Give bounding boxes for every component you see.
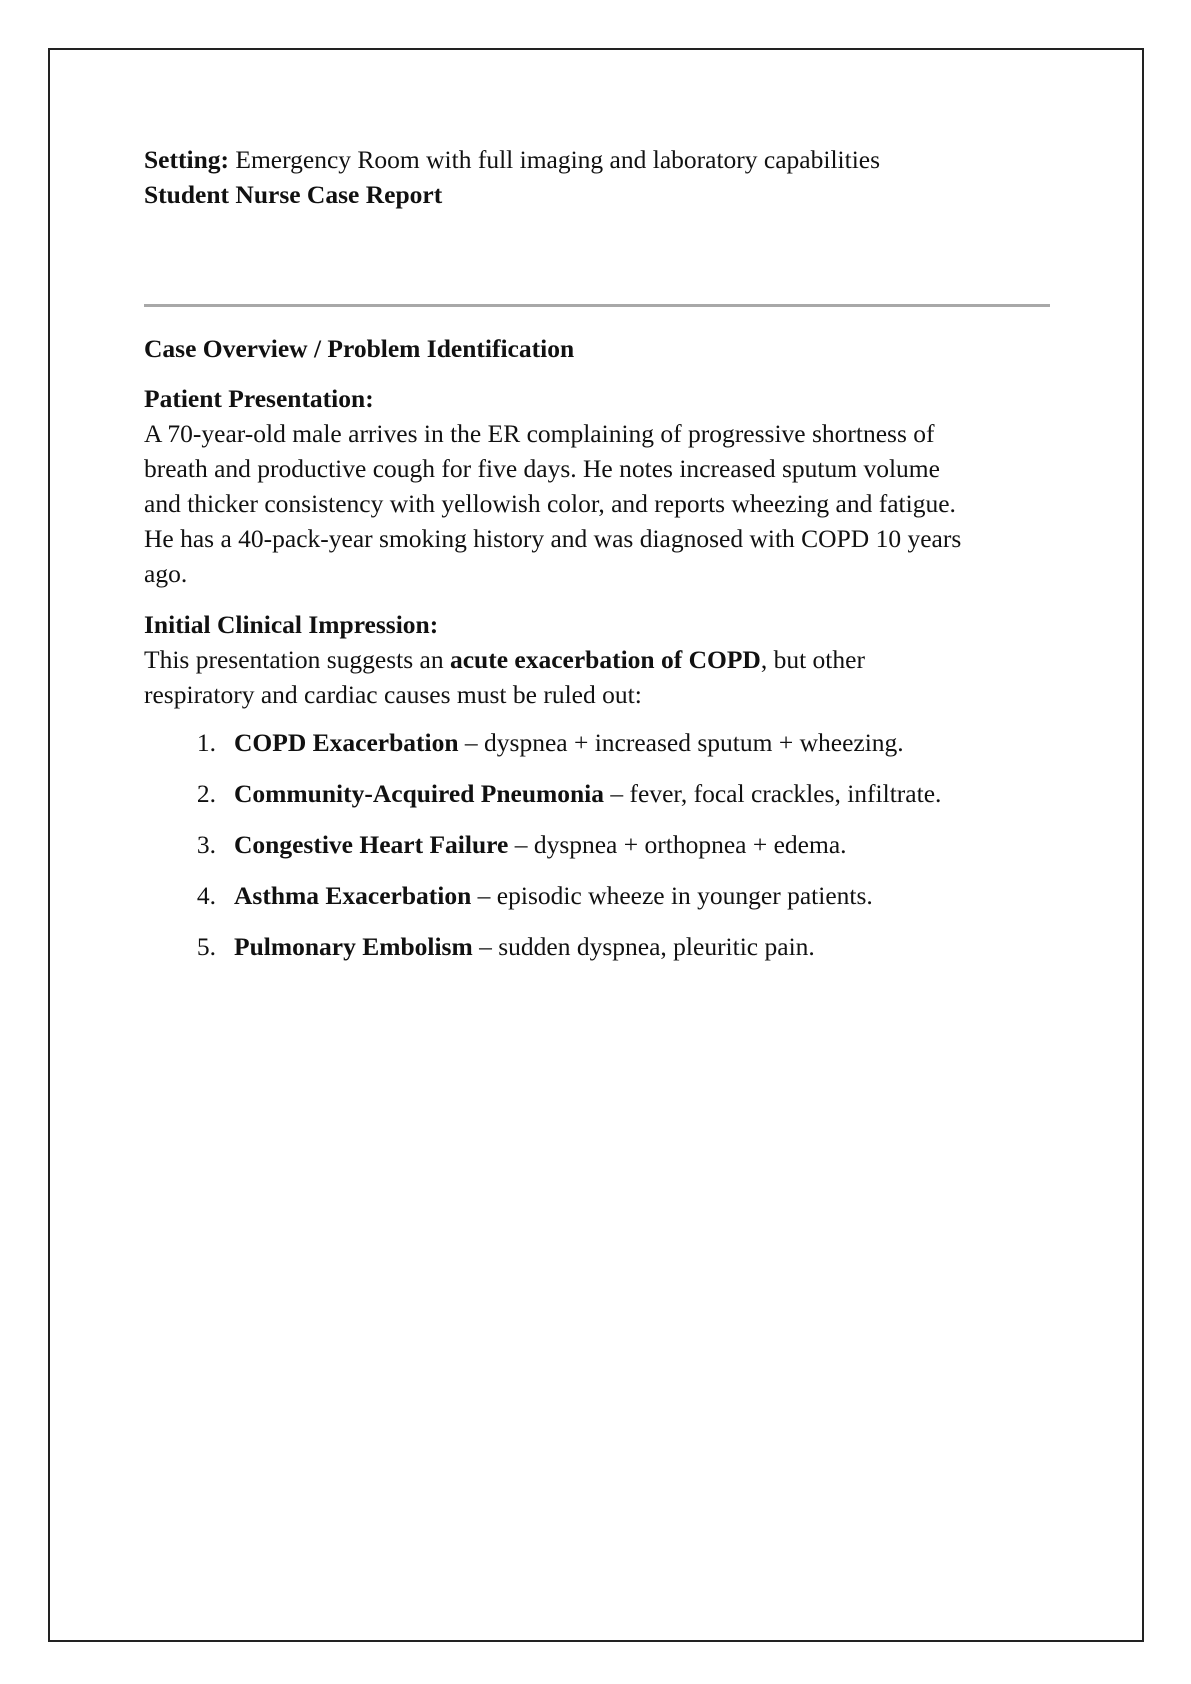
horizontal-rule <box>144 304 1050 307</box>
differential-name: Community-Acquired Pneumonia <box>234 779 605 808</box>
setting-line <box>144 142 1054 177</box>
list-item-text <box>216 929 815 980</box>
setting-text: Emergency Room with full imaging and laboratory capabilities <box>229 145 881 174</box>
list-number: 3. <box>196 830 216 859</box>
differential-name: Pulmonary Embolism <box>234 932 473 961</box>
impression-post: , but other <box>760 645 865 674</box>
list-item <box>144 725 1054 776</box>
presentation-line: breath and productive cough for five days. He notes increased sputum volume <box>144 454 940 483</box>
differential-desc: – fever, focal crackles, infiltrate. <box>604 779 942 808</box>
impression-heading: Initial Clinical Impression: <box>144 610 439 639</box>
differential-desc: – episodic wheeze in younger patients. <box>471 881 873 910</box>
differential-name: COPD Exacerbation <box>234 728 459 757</box>
setting-label: Setting: <box>144 145 229 174</box>
presentation-heading: Patient Presentation: <box>144 384 374 413</box>
differential-name: Asthma Exacerbation <box>234 881 472 910</box>
clinical-impression <box>144 607 1054 712</box>
list-item <box>144 776 1054 827</box>
section-title-block <box>144 331 1054 366</box>
section-title: Case Overview / Problem Identification <box>144 334 575 363</box>
presentation-line: and thicker consistency with yellowish color, and reports wheezing and fatigue. <box>144 489 956 518</box>
list-item-text <box>216 878 873 929</box>
impression-line <box>144 642 1054 677</box>
list-item-text <box>216 725 904 776</box>
list-number: 2. <box>196 779 216 808</box>
list-item <box>144 827 1054 878</box>
differential-list <box>144 725 1054 980</box>
document-header <box>144 142 1054 212</box>
list-item-text <box>216 776 941 827</box>
list-number: 4. <box>196 881 216 910</box>
list-number: 1. <box>196 728 216 757</box>
differential-name: Congestive Heart Failure <box>234 830 509 859</box>
list-item-text <box>216 827 847 878</box>
impression-paragraph <box>144 642 1054 712</box>
impression-bold: acute exacerbation of COPD <box>449 645 761 674</box>
list-number: 5. <box>196 932 216 961</box>
report-title: Student Nurse Case Report <box>144 180 443 209</box>
differential-desc: – sudden dyspnea, pleuritic pain. <box>472 932 815 961</box>
list-item <box>144 878 1054 929</box>
presentation-paragraph <box>144 416 1054 591</box>
differential-desc: – dyspnea + increased sputum + wheezing. <box>458 728 904 757</box>
presentation-line: ago. <box>144 559 188 588</box>
differential-desc: – dyspnea + orthopnea + edema. <box>508 830 847 859</box>
patient-presentation <box>144 381 1054 591</box>
presentation-line: He has a 40-pack-year smoking history and was diagnosed with COPD 10 years <box>144 524 962 553</box>
presentation-line: A 70-year-old male arrives in the ER complaining of progressive shortness of <box>144 419 935 448</box>
list-item <box>144 929 1054 980</box>
impression-line-2: respiratory and cardiac causes must be ruled out: <box>144 680 642 709</box>
impression-pre: This presentation suggests an <box>144 645 450 674</box>
